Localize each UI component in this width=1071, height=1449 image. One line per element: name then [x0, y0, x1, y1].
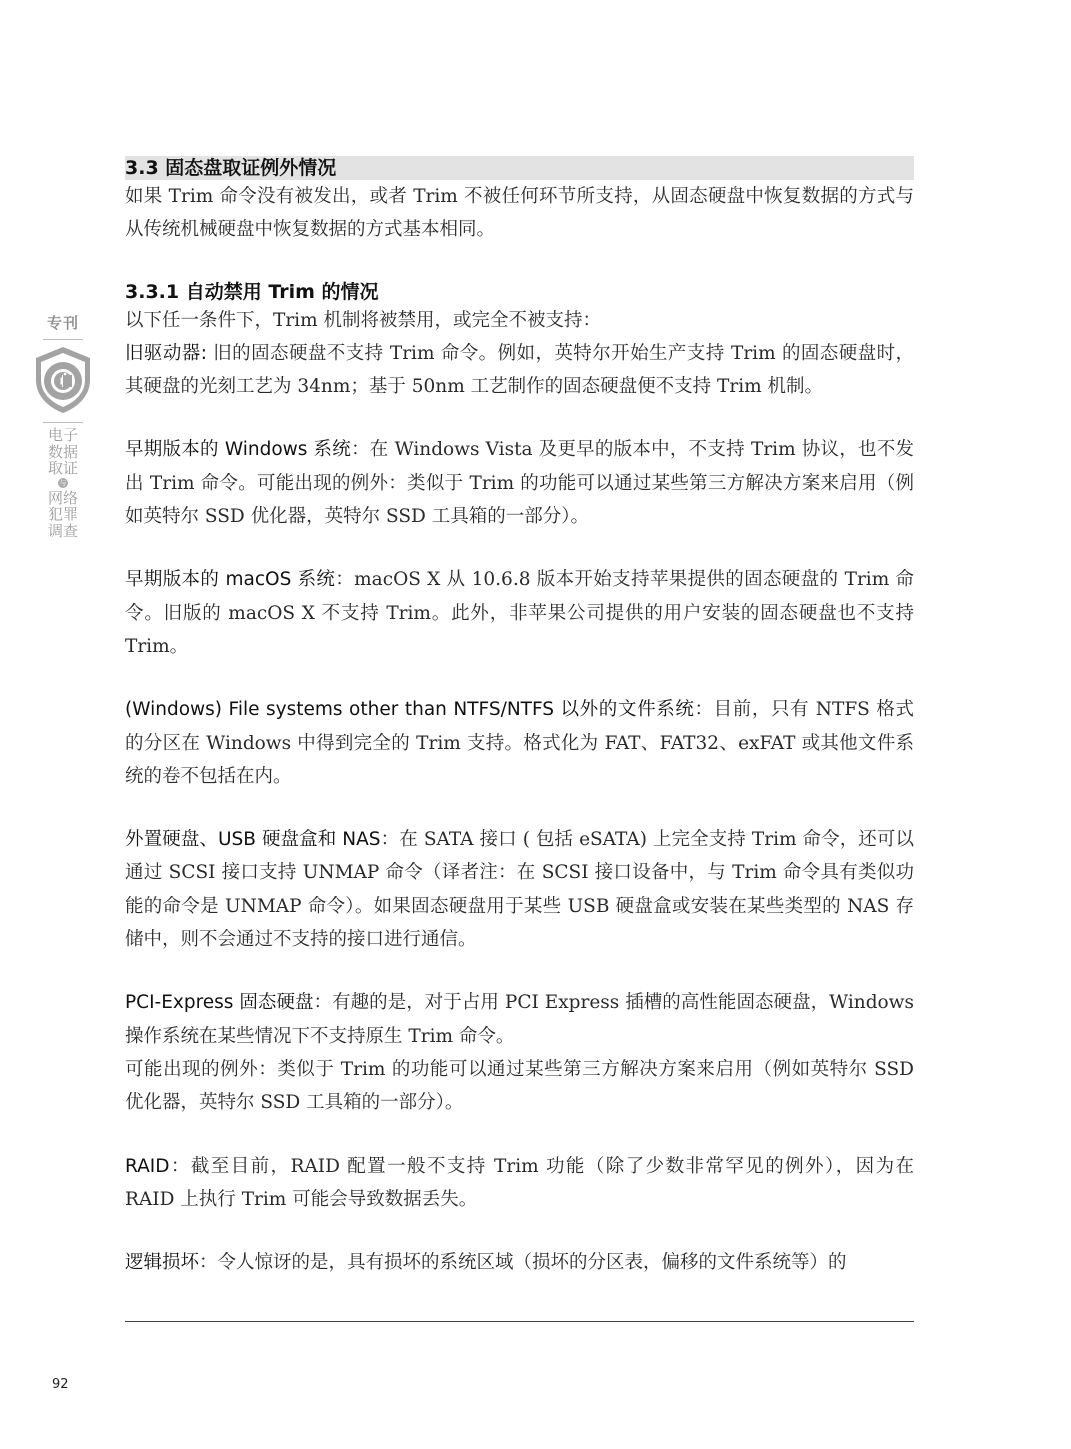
item-text: ：在 SATA 接口 ( 包括 eSATA) 上完全支持 Trim 命令，还可以通过 SCSI 接口支持 UNMAP 命令（译者注：在 SCSI 接口设备中，与 Trim 命令具有类似功能的命令是 UNMAP 命令）。如果固态硬盘用于某些 USB 硬盘盒或安装在某些类型的 NAS 存储中，则不会通过不支持的接口进行通信。	[125, 829, 914, 951]
item-term: RAID	[125, 1155, 170, 1177]
subsection-heading: 3.3.1 自动禁用 Trim 的情况	[125, 280, 379, 303]
item-logical-damage	[125, 1246, 914, 1279]
item-term: PCI-Express 固态硬盘	[125, 992, 314, 1014]
item-text: ：有趣的是，对于占用 PCI Express 插槽的高性能固态硬盘，Windows 操作系统在某些情况下不支持原生 Trim 命令。	[125, 992, 915, 1047]
sidebar-divider-top	[43, 339, 83, 340]
item-early-macos	[125, 563, 914, 663]
sidebar-line: 电子	[47, 426, 78, 444]
sidebar-brand	[30, 312, 96, 539]
section-heading: 3.3 固态盘取证例外情况	[125, 156, 914, 180]
sidebar-line: 数据	[47, 442, 78, 461]
page-bottom-rule	[125, 1321, 914, 1322]
item-pcie-ssd	[125, 986, 914, 1053]
sidebar-special-label: 专刊	[46, 314, 79, 332]
item-term: (Windows) File systems other than NTFS/NTFS 以外的文件系统	[125, 699, 695, 721]
page-content	[125, 156, 914, 1279]
item-non-ntfs	[125, 693, 914, 793]
sidebar-line: 取证	[47, 459, 78, 477]
page-number: 92	[52, 1377, 69, 1392]
sidebar-divider-bottom	[43, 422, 83, 423]
item-text: ：截至目前，RAID 配置一般不支持 Trim 功能（除了少数非常罕见的例外），因为在 RAID 上执行 Trim 可能会导致数据丢失。	[125, 1155, 914, 1210]
sidebar-line: 调查	[47, 521, 78, 540]
sidebar-line: 犯罪	[47, 505, 78, 523]
item-pcie-ssd-extra: 可能出现的例外：类似于 Trim 的功能可以通过某些第三方解决方案来启用（例如英特尔 SSD 优化器，英特尔 SSD 工具箱的一部分）。	[125, 1058, 914, 1114]
item-text: 旧的固态硬盘不支持 Trim 命令。例如，英特尔开始生产支持 Trim 的固态硬盘时，其硬盘的光刻工艺为 34nm；基于 50nm 工艺制作的固态硬盘便不支持 Trim 机制。	[125, 342, 914, 398]
item-term: 早期版本的 macOS 系统	[125, 569, 336, 591]
item-text: ：令人惊讶的是，具有损坏的系统区域（损坏的分区表，偏移的文件系统等）的	[199, 1252, 847, 1274]
item-early-windows	[125, 433, 914, 533]
item-raid	[125, 1150, 914, 1217]
shield-badge-icon	[30, 344, 96, 416]
item-term: 旧驱动器:	[125, 342, 207, 364]
sidebar-vertical-title	[30, 427, 96, 539]
section-intro: 如果 Trim 命令没有被发出，或者 Trim 不被任何环节所支持，从固态硬盘中恢复数据的方式与从传统机械硬盘中恢复数据的方式基本相同。	[125, 186, 914, 241]
item-text: ：目前，只有 NTFS 格式的分区在 Windows 中得到完全的 Trim 支持。格式化为 FAT、FAT32、exFAT 或其他文件系统的卷不包括在内。	[125, 699, 914, 787]
item-term: 早期版本的 Windows 系统	[125, 439, 352, 461]
item-text: ：在 Windows Vista 及更早的版本中，不支持 Trim 协议，也不发出 Trim 命令。可能出现的例外：类似于 Trim 的功能可以通过某些第三方解决方案来启用（例如英特尔 SSD 优化器，英特尔 SSD 工具箱的一部分）。	[125, 439, 914, 528]
sidebar-connector: 与	[59, 478, 67, 487]
sidebar-line: 网络	[47, 488, 78, 507]
item-term: 外置硬盘、USB 硬盘盒和 NAS	[125, 829, 381, 851]
item-term: 逻辑损坏	[125, 1252, 200, 1274]
subsection-intro: 以下任一条件下，Trim 机制将被禁用，或完全不被支持：	[125, 309, 602, 331]
item-old-drives	[125, 337, 914, 404]
item-external-drives	[125, 823, 914, 956]
item-text: ：macOS X 从 10.6.8 版本开始支持苹果提供的固态硬盘的 Trim 命令。旧版的 macOS X 不支持 Trim。此外，非苹果公司提供的用户安装的固态硬盘也不支持 Trim。	[125, 569, 914, 657]
